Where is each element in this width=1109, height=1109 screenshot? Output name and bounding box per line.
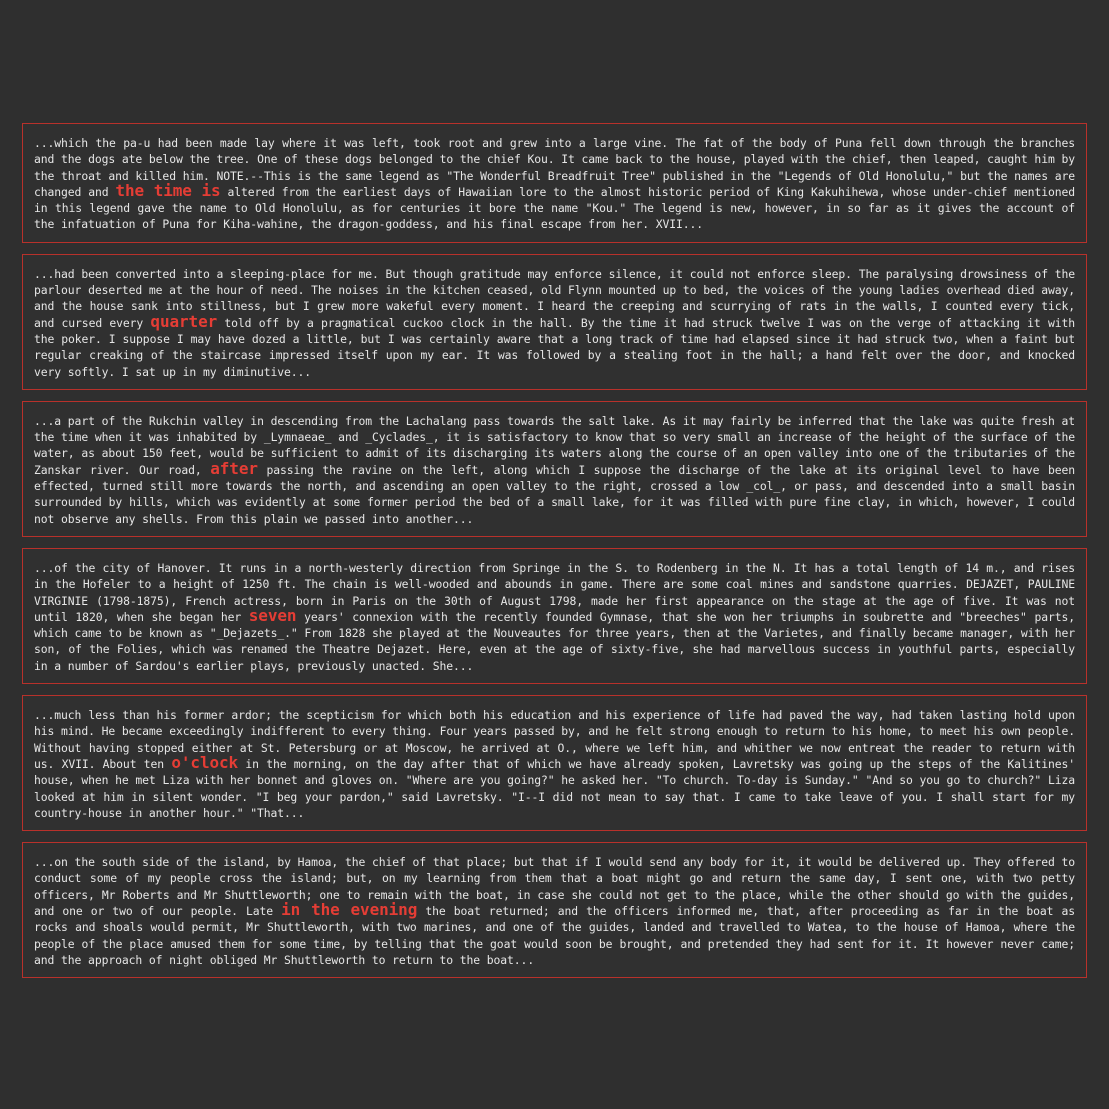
highlighted-phrase: in the evening: [281, 899, 418, 919]
passage-text-after: in the morning, on the day after that of which we have already spoken, Lavretsky was going up the steps of the Kalitines' house, when he met Liza with her bonnet and gloves on. "Where are you going?" he asked her. "To church. To-day is Sunday." "And so you go to church?" Liza looked at him in silent wonder. "I beg your pardon," said Lavretsky. "I--I did not mean to say that. I came to take leave of you. I shall start for my country-house in another hour." "That...: [34, 756, 1075, 820]
passage-text-after: years' connexion with the recently founded Gymnase, that she won her triumphs in soubrette and "breeches" parts, which came to be known as "_Dejazets_." From 1828 she played at the Nouveautes for three years, then at the Varietes, and finally became manager, with her son, of the Folies, which was renamed the Theatre Dejazet. Here, even at the age of sixty-five, she had marvellous success in youthful parts, especially in a number of Sardou's earlier plays, previously unacted. She...: [34, 609, 1075, 673]
passage-text-before: ...much less than his former ardor; the scepticism for which both his education and his experience of life had paved the way, had taken lasting hold upon his mind. He became exceedingly indifferent to every thing. Four years passed by, and he felt strong enough to return to his home, to meet his own people. Without having stopped either at St. Petersburg or at Moscow, he arrived at O., where we left him, and whither we now entreat the reader to return with us. XVII. About ten: [34, 708, 1075, 771]
passage-card: [22, 401, 1087, 537]
passage-text-before: ...on the south side of the island, by Hamoa, the chief of that place; but that if I would send any body for it, it would be delivered up. They offered to conduct some of my people cross the island; but, on my learning from them that a boat might go and return the same day, I sent one, with two petty officers, Mr Roberts and Mr Shuttleworth; one to remain with the boat, in case she could not get to the place, while the other should go with the guides, and one or two of our people. Late: [34, 855, 1075, 918]
passage-text-before: ...of the city of Hanover. It runs in a north-westerly direction from Springe in the S. to Rodenberg in the N. It has a total length of 14 m., and rises in the Hofeler to a height of 1250 ft. The chain is well-wooded and abounds in game. There are some coal mines and sandstone quarries. DEJAZET, PAULINE VIRGINIE (1798-1875), French actress, born in Paris on the 30th of August 1798, made her first appearance on the stage at the age of five. It was not until 1820, when she began her: [34, 560, 1075, 624]
passage-card: [22, 695, 1087, 831]
passage-card: [22, 254, 1087, 390]
passage-text-after: passing the ravine on the left, along which I suppose the discharge of the lake at its original level to have been effected, turned still more towards the north, and ascending an open valley to the right, crossed a low _col_, or pass, and descended into a small basin surrounded by hills, which was evidently at some former period the bed of a small lake, for it was filled with pure fine clay, in which, however, I could not observe any shells. From this plain we passed into another...: [34, 462, 1075, 526]
highlighted-phrase: seven: [248, 605, 297, 625]
highlighted-phrase: the time is: [115, 180, 221, 200]
highlighted-phrase: quarter: [150, 311, 218, 331]
passage-card: [22, 842, 1087, 978]
highlighted-phrase: o'clock: [171, 752, 239, 772]
passage-text-after: told off by a pragmatical cuckoo clock in the hall. By the time it had struck twelve I was on the verge of attacking it with the poker. I suppose I may have dozed a little, but I was certainly aware that a long track of time had elapsed since it had struck two, when a faint but regular creaking of the staircase impressed itself upon my ear. It was followed by a stealing foot in the hall; a hand felt over the door, and knocked very softly. I sat up in my diminutive...: [34, 315, 1075, 379]
passage-text-before: ...which the pa-u had been made lay where it was left, took root and grew into a large vine. The fat of the body of Puna fell down through the branches and the dogs ate below the tree. One of these dogs belonged to the chief Kou. It came back to the house, played with the chief, then leaped, caught him by the throat and killed him. NOTE.--This is the same legend as "The Wonderful Breadfruit Tree" published in the "Legends of Old Honolulu," but the names are changed and: [34, 136, 1075, 199]
passage-text-after: the boat returned; and the officers informed me, that, after proceeding as far in the boat as rocks and shoals would permit, Mr Shuttleworth, with two marines, and one of the guides, landed and travelled to Watea, to the house of Hamoa, where the people of the place amused them for some time, by telling that the goat would soon be brought, and pretended they had sent for it. It however never came; and the approach of night obliged Mr Shuttleworth to return to the boat...: [34, 903, 1075, 967]
passage-card: [22, 123, 1087, 243]
passage-list: [22, 123, 1087, 989]
passage-text-before: ...had been converted into a sleeping-place for me. But though gratitude may enforce silence, it could not enforce sleep. The paralysing drowsiness of the parlour deserted me at the hour of need. The noises in the kitchen ceased, old Flynn mounted up to bed, the voices of the young ladies overhead died away, and the house sank into stillness, but I grew more wakeful every moment. I heard the creeping and scurrying of rats in the walls, I counted every tick, and cursed every: [34, 266, 1075, 330]
highlighted-phrase: after: [210, 458, 258, 478]
passage-text-before: ...a part of the Rukchin valley in descending from the Lachalang pass towards the salt lake. As it may fairly be inferred that the lake was quite fresh at the time when it was inhabited by _Lymnaeae_ and _Cyclades_, it is satisfactory to know that so very small an increase of the height of the surface of the water, as about 150 feet, would be sufficient to admit of its discharging its waters along the course of an open valley into one of the tributaries of the Zanskar river. Our road,: [34, 413, 1075, 477]
passage-text-after: altered from the earliest days of Hawaiian lore to the almost historic period of King Kakuhihewa, whose under-chief mentioned in this legend gave the name to Old Honolulu, as for centuries it bore the name "Kou." The legend is new, however, in so far as it gives the account of the infatuation of Puna for Kiha-wahine, the dragon-goddess, and his final escape from her. XVII...: [34, 184, 1075, 232]
passage-card: [22, 548, 1087, 684]
